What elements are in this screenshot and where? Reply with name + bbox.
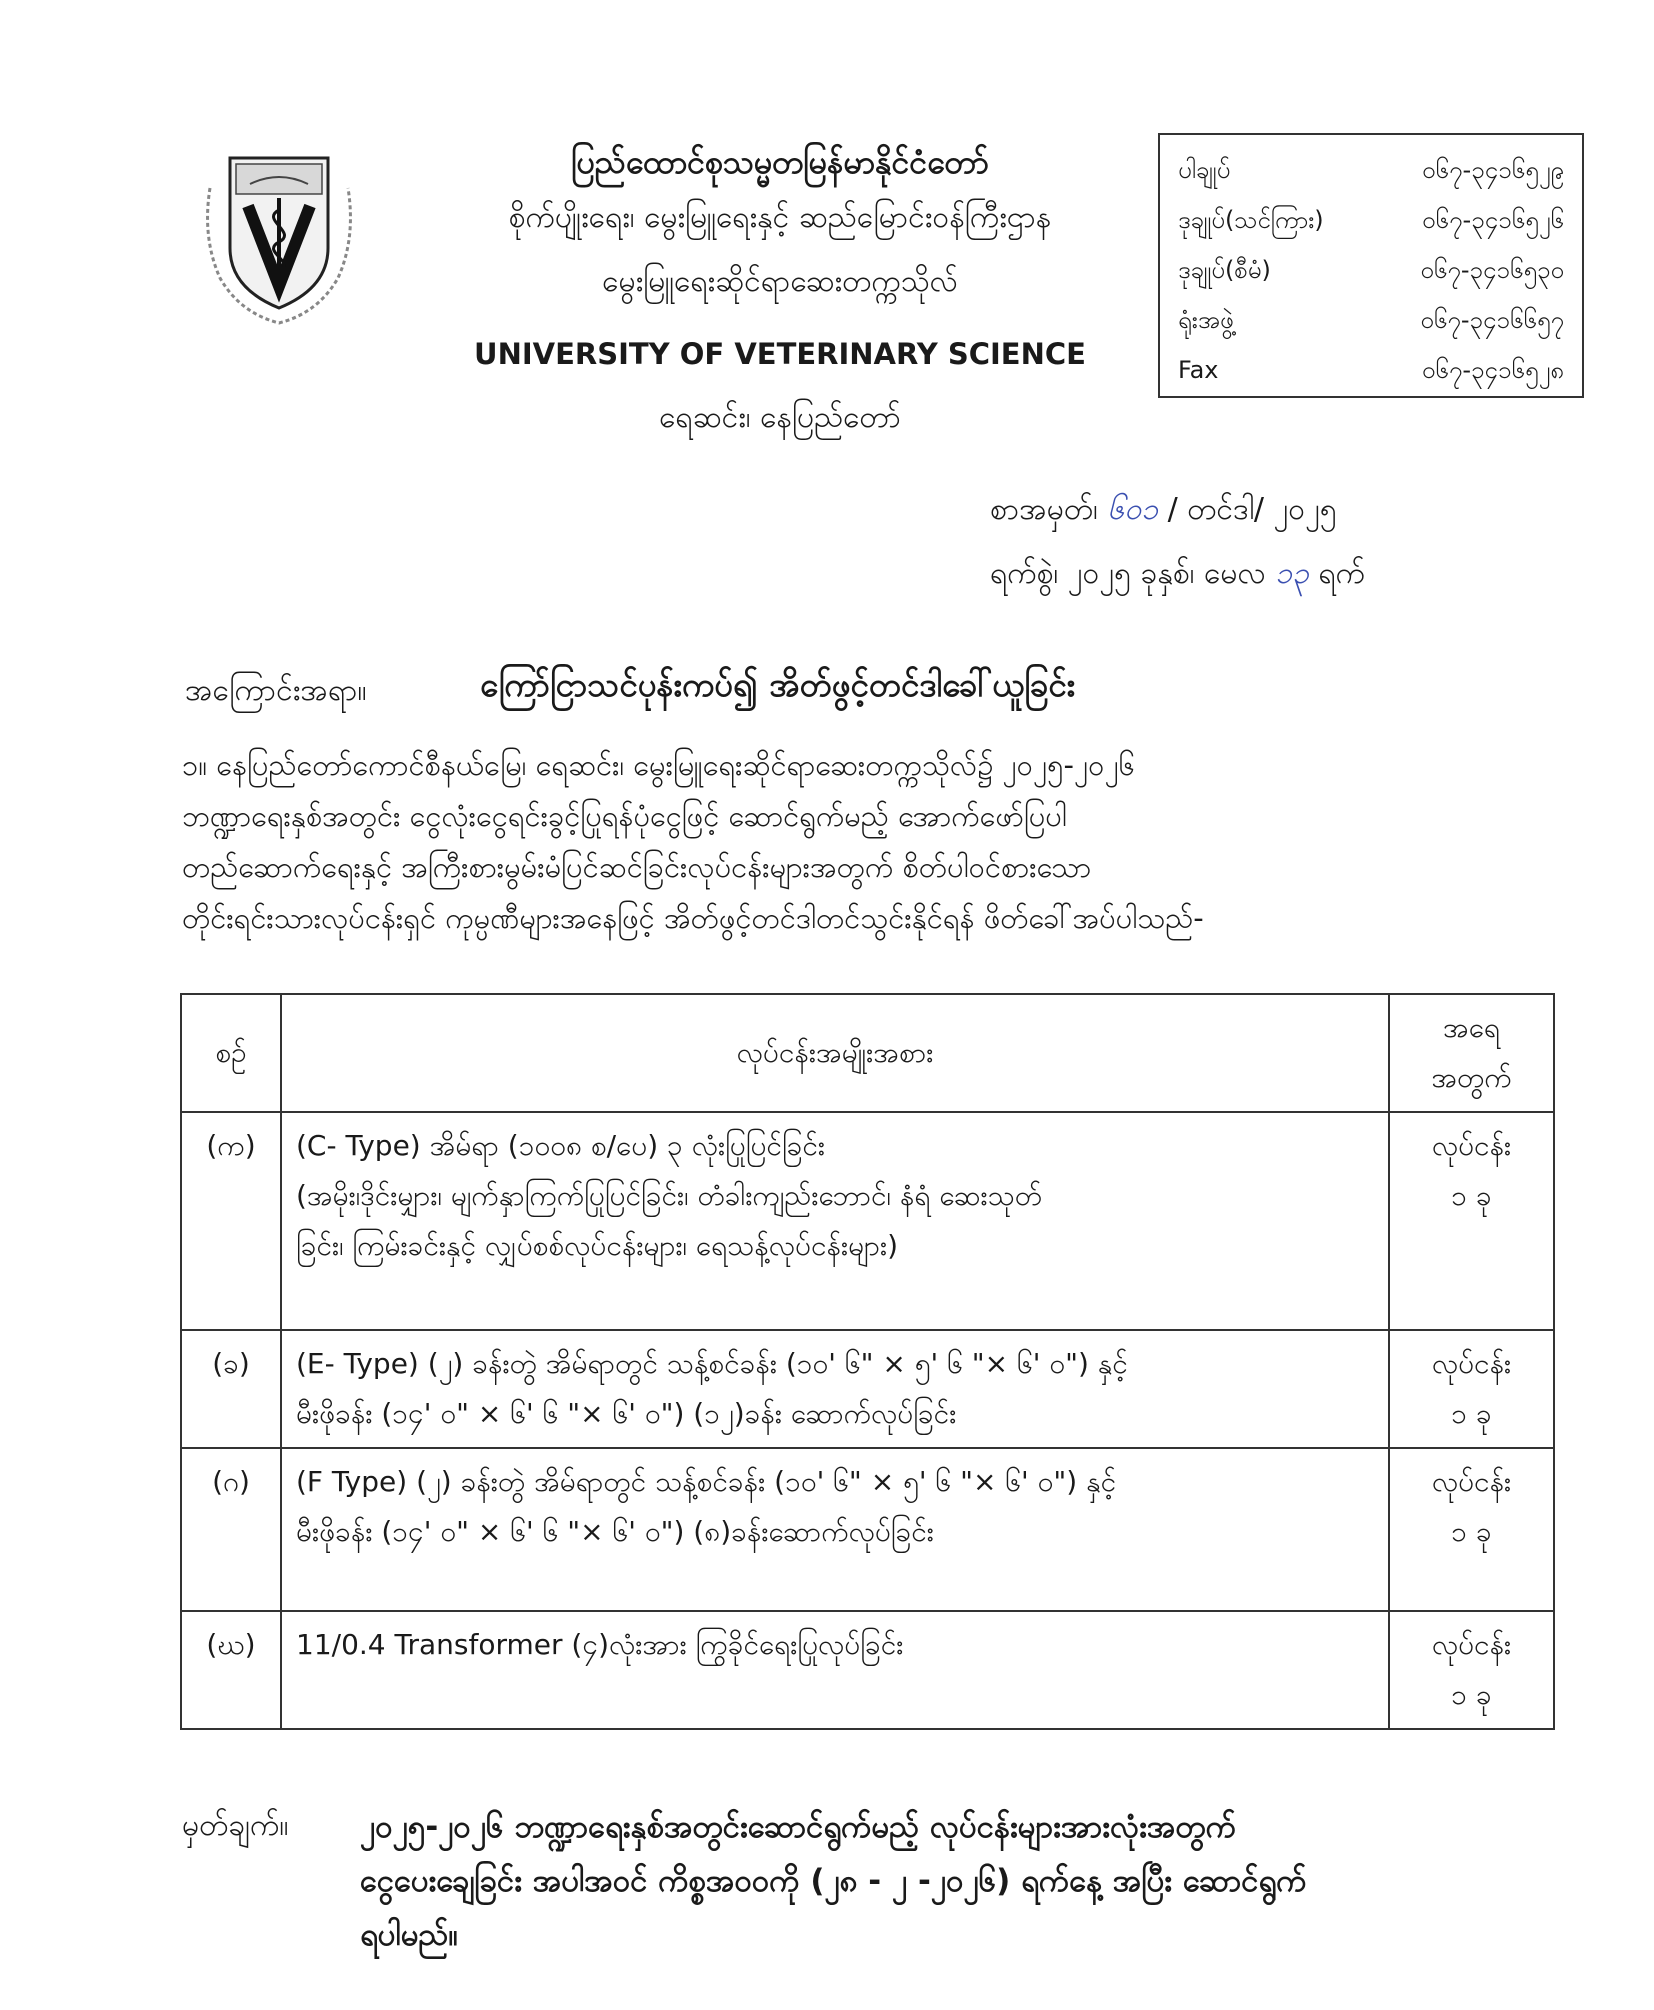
row-serial: (ဃ)	[181, 1611, 281, 1729]
letter-date	[990, 552, 1365, 596]
country-name: ပြည်ထောင်စုသမ္မတမြန်မာနိုင်ငံတော်	[571, 143, 989, 181]
paragraph-line: တိုင်းရင်းသားလုပ်ငန်းရှင် ကုမ္ပဏီများအနေဖြင့် အိတ်ဖွင့်တင်ဒါတင်သွင်းနိုင်ရန် ဖိတ်ခေါ်အပ်ပါသည်-	[182, 901, 1204, 935]
university-name-english: UNIVERSITY OF VETERINARY SCIENCE	[474, 337, 1086, 371]
contact-number: ၀၆၇-၃၄၁၆၆၅၇	[1420, 306, 1564, 334]
contact-label: ပါချုပ်	[1178, 156, 1231, 184]
contact-number: ၀၆၇-၃၄၁၆၅၂၈	[1421, 356, 1564, 384]
reference-number	[990, 488, 1337, 532]
contact-label: Fax	[1178, 356, 1219, 384]
header-work-type: လုပ်ငန်းအမျိုးအစား	[281, 994, 1389, 1112]
table-header-row	[181, 994, 1554, 1112]
subject-label: အကြောင်းအရာ။	[185, 673, 367, 708]
header-quantity-line2: အတွက်	[1431, 1061, 1512, 1094]
note-line: ငွေပေးချေခြင်း အပါအဝင် ကိစ္စအဝဝကို (၂၈ - ၂ -၂၀၂၆) ရက်နေ့ အပြီး ဆောင်ရွက်	[360, 1863, 1307, 1899]
date-prefix: ရက်စွဲ၊ ၂၀၂၅ ခုနှစ်၊ မေလ	[990, 556, 1266, 591]
note-line: ရပါမည်။	[360, 1917, 458, 1953]
row-serial: (ဂ)	[181, 1448, 281, 1611]
row-serial: (က)	[181, 1112, 281, 1330]
note-label: မှတ်ချက်။	[182, 1808, 289, 1843]
row-work-line: ခြင်း၊ ကြမ်းခင်းနှင့် လျှပ်စစ်လုပ်ငန်းများ၊ ရေသန့်လုပ်ငန်းများ)	[296, 1229, 899, 1262]
row-work-description	[281, 1330, 1389, 1448]
row-work-description	[281, 1611, 1389, 1729]
row-work-line: (E- Type) (၂) ခန်းတွဲ အိမ်ရာတွင် သန့်စင်ခန်း (၁၀' ၆" × ၅' ၆ "× ၆' ၀") နှင့်	[296, 1347, 1128, 1380]
table-row	[181, 1448, 1554, 1611]
ministry-name: စိုက်ပျိုးရေး၊ မွေးမြူရေးနှင့် ဆည်မြောင်းဝန်ကြီးဌာန	[508, 200, 1052, 235]
row-quantity	[1389, 1448, 1554, 1611]
invitation-paragraph	[182, 740, 1512, 944]
contact-number: ၀၆၇-၃၄၁၆၅၃၀	[1420, 256, 1564, 284]
row-quantity-line2: ၁ ခု	[1451, 1179, 1492, 1212]
contact-numbers-box	[1158, 133, 1584, 398]
row-work-line: မီးဖိုခန်း (၁၄' ၀" × ၆' ၆ "× ၆' ၀") (၁၂)ခန်း ဆောက်လုပ်ခြင်း	[296, 1397, 957, 1430]
paragraph-line: ဘဏ္ဍာရေးနှစ်အတွင်း ငွေလုံးငွေရင်းခွင့်ပြုရန်ပုံငွေဖြင့် ဆောင်ရွက်မည့် အောက်ဖော်ပြပါ	[182, 799, 1067, 833]
row-quantity-line1: လုပ်ငန်း	[1431, 1628, 1512, 1661]
table-row	[181, 1611, 1554, 1729]
row-work-line: မီးဖိုခန်း (၁၄' ၀" × ၆' ၆ "× ၆' ၀") (၈)ခန်းဆောက်လုပ်ခြင်း	[296, 1515, 934, 1548]
row-quantity-line1: လုပ်ငန်း	[1431, 1465, 1512, 1498]
reference-suffix: / တင်ဒါ/ ၂၀၂၅	[1167, 492, 1337, 527]
university-name-myanmar: မွေးမြူရေးဆိုင်ရာဆေးတက္ကသိုလ်	[602, 264, 958, 299]
row-quantity-line1: လုပ်ငန်း	[1431, 1347, 1512, 1380]
contact-number: ၀၆၇-၃၄၁၆၅၂၆	[1422, 206, 1564, 234]
row-quantity	[1389, 1112, 1554, 1330]
row-work-line: (C- Type) အိမ်ရာ (၁၀၀၈ စ/ပေ) ၃ လုံးပြုပြင်ခြင်း	[296, 1129, 826, 1162]
subject-title: ကြော်ငြာသင်ပုန်းကပ်၍ အိတ်ဖွင့်တင်ဒါခေါ်ယူခြင်း	[480, 665, 1075, 704]
row-work-line: (အမိုး၊ဒိုင်းမျှား၊ မျက်နှာကြက်ပြုပြင်ခြင်း၊ တံခါးကျည်းဘောင်၊ နံရံ ဆေးသုတ်	[296, 1179, 1042, 1212]
reference-prefix: စာအမှတ်၊	[990, 492, 1098, 527]
row-work-description	[281, 1112, 1389, 1330]
row-quantity	[1389, 1611, 1554, 1729]
row-work-line: 11/0.4 Transformer (၄)လုံးအား ကြွခိုင်ရေးပြုလုပ်ခြင်း	[296, 1628, 904, 1661]
contact-number: ၀၆၇-၃၄၁၆၅၂၉	[1422, 156, 1564, 184]
row-quantity-line2: ၁ ခု	[1451, 1678, 1492, 1711]
row-quantity-line2: ၁ ခု	[1451, 1515, 1492, 1548]
university-emblem-logo	[200, 148, 358, 326]
contact-row	[1178, 245, 1564, 295]
contact-label: ရုံးအဖွဲ့	[1178, 306, 1234, 334]
date-suffix: ရက်	[1318, 556, 1366, 591]
paragraph-line: ၁။ နေပြည်တော်ကောင်စီနယ်မြေ၊ ရေဆင်း၊ မွေးမြူရေးဆိုင်ရာဆေးတက္ကသိုလ်၌ ၂၀၂၅-၂၀၂၆	[182, 748, 1136, 782]
header-quantity-line1: အရေ	[1443, 1011, 1500, 1044]
date-handwritten-day: ၁၃	[1275, 556, 1309, 591]
header-serial: စဉ်	[181, 994, 281, 1112]
row-serial: (ခ)	[181, 1330, 281, 1448]
contact-label: ဒုချုပ်(စီမံ)	[1178, 256, 1271, 284]
note-line: ၂၀၂၅-၂၀၂၆ ဘဏ္ဍာရေးနှစ်အတွင်းဆောင်ရွက်မည့် လုပ်ငန်းများအားလုံးအတွက်	[360, 1809, 1237, 1845]
contact-row	[1178, 145, 1564, 195]
row-work-line: (F Type) (၂) ခန်းတွဲ အိမ်ရာတွင် သန့်စင်ခန်း (၁၀' ၆" × ၅' ၆ "× ၆' ၀") နှင့်	[296, 1465, 1117, 1498]
university-location: ရေဆင်း၊ နေပြည်တော်	[659, 400, 901, 435]
contact-row	[1178, 345, 1564, 395]
reference-handwritten-number: ၆၀၁	[1107, 492, 1159, 527]
table-row	[181, 1112, 1554, 1330]
row-work-description	[281, 1448, 1389, 1611]
contact-row	[1178, 295, 1564, 345]
row-quantity-line1: လုပ်ငန်း	[1431, 1129, 1512, 1162]
table-row	[181, 1330, 1554, 1448]
note-text	[360, 1800, 1510, 1962]
contact-label: ဒုချုပ်(သင်ကြား)	[1178, 206, 1324, 234]
header-quantity	[1389, 994, 1554, 1112]
works-table	[180, 993, 1555, 1730]
paragraph-line: တည်ဆောက်ရေးနှင့် အကြီးစားမွမ်းမံပြင်ဆင်ခြင်းလုပ်ငန်းများအတွက် စိတ်ပါဝင်စားသော	[182, 850, 1092, 884]
contact-row	[1178, 195, 1564, 245]
row-quantity	[1389, 1330, 1554, 1448]
row-quantity-line2: ၁ ခု	[1451, 1397, 1492, 1430]
